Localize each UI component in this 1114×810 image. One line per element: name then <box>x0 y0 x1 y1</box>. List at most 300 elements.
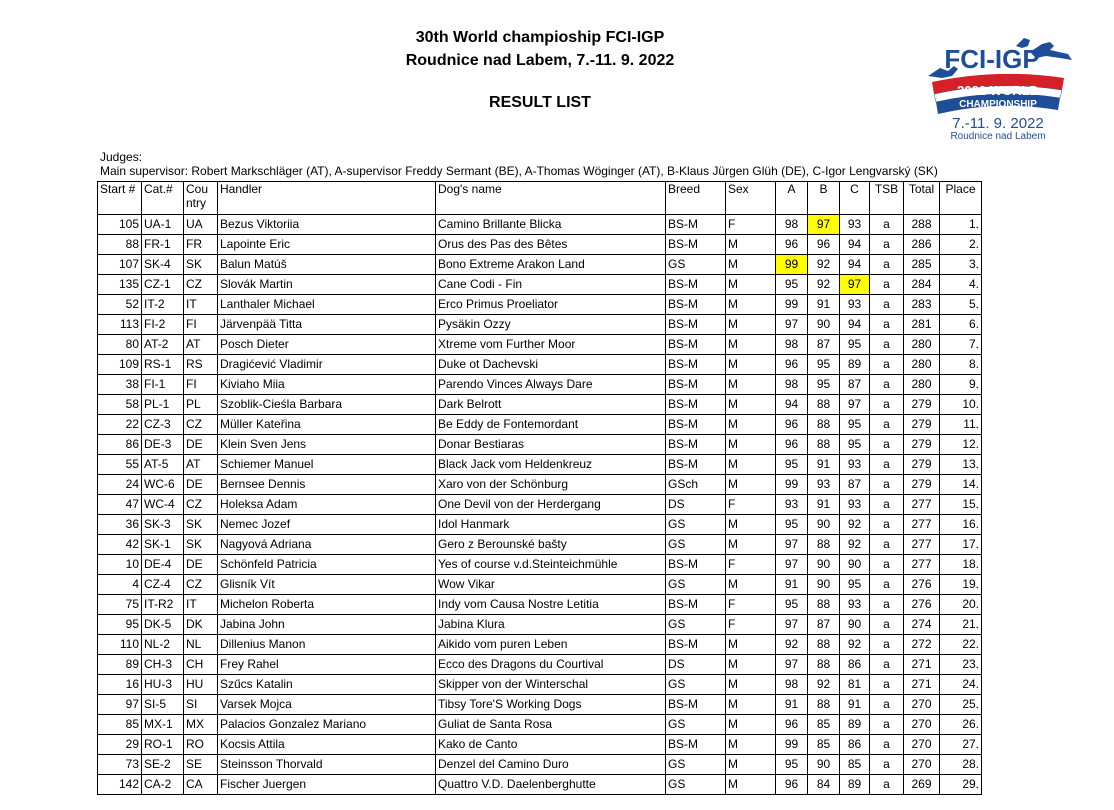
score-c-cell: 87 <box>840 375 870 395</box>
cat-cell: HU-3 <box>142 675 184 695</box>
score-c-cell: 95 <box>840 575 870 595</box>
table-row <box>98 515 982 535</box>
handler-cell: Szoblik-Cieśla Barbara <box>218 395 436 415</box>
cat-cell: NL-2 <box>142 635 184 655</box>
score-c-cell: 81 <box>840 675 870 695</box>
score-b-cell: 90 <box>808 755 840 775</box>
cat-cell: FI-2 <box>142 315 184 335</box>
country-cell: SK <box>184 535 218 555</box>
sex-cell: M <box>726 315 776 335</box>
table-row <box>98 575 982 595</box>
score-a-cell: 98 <box>776 335 808 355</box>
start-cell: 135 <box>98 275 142 295</box>
total-cell: 276 <box>904 595 940 615</box>
score-b-cell: 87 <box>808 335 840 355</box>
score-c-cell: 92 <box>840 515 870 535</box>
svg-text:CHAMPIONSHIP: CHAMPIONSHIP <box>959 99 1037 110</box>
handler-cell: Varsek Mojca <box>218 695 436 715</box>
total-cell: 279 <box>904 455 940 475</box>
header-country: Cou ntry <box>184 182 218 215</box>
place-cell: 24. <box>940 675 982 695</box>
sex-cell: M <box>726 695 776 715</box>
svg-text:2022 WORLD: 2022 WORLD <box>957 83 1039 98</box>
dog-name-cell: Denzel del Camino Duro <box>436 755 666 775</box>
place-cell: 9. <box>940 375 982 395</box>
cat-cell: SK-3 <box>142 515 184 535</box>
header-place: Place <box>940 182 982 215</box>
title-line-1: 30th World champioship FCI-IGP <box>415 29 665 46</box>
country-cell: CA <box>184 775 218 795</box>
cat-cell: AT-5 <box>142 455 184 475</box>
sex-cell: M <box>726 475 776 495</box>
title-line-2: Roudnice nad Labem, 7.-11. 9. 2022 <box>405 52 675 69</box>
place-cell: 28. <box>940 755 982 775</box>
country-cell: DE <box>184 475 218 495</box>
tsb-cell: a <box>870 475 904 495</box>
score-b-cell: 95 <box>808 375 840 395</box>
place-cell: 4. <box>940 275 982 295</box>
score-a-cell: 99 <box>776 295 808 315</box>
sex-cell: F <box>726 495 776 515</box>
tsb-cell: a <box>870 575 904 595</box>
dog-name-cell: Bono Extreme Arakon Land <box>436 255 666 275</box>
start-cell: 55 <box>98 455 142 475</box>
country-cell: HU <box>184 675 218 695</box>
country-cell: CH <box>184 655 218 675</box>
table-row <box>98 755 982 775</box>
place-cell: 10. <box>940 395 982 415</box>
table-row <box>98 395 982 415</box>
table-row <box>98 235 982 255</box>
handler-cell: Klein Sven Jens <box>218 435 436 455</box>
dog-name-cell: Guliat de Santa Rosa <box>436 715 666 735</box>
tsb-cell: a <box>870 255 904 275</box>
total-cell: 281 <box>904 315 940 335</box>
cat-cell: SI-5 <box>142 695 184 715</box>
sex-cell: M <box>726 735 776 755</box>
breed-cell: GS <box>666 515 726 535</box>
country-cell: RS <box>184 355 218 375</box>
score-a-cell: 95 <box>776 515 808 535</box>
tsb-cell: a <box>870 275 904 295</box>
start-cell: 36 <box>98 515 142 535</box>
dog-name-cell: Erco Primus Proeliator <box>436 295 666 315</box>
country-cell: RO <box>184 735 218 755</box>
breed-cell: BS-M <box>666 595 726 615</box>
svg-text:FCI-IGP: FCI-IGP <box>944 44 1040 74</box>
breed-cell: BS-M <box>666 315 726 335</box>
handler-cell: Nagyová Adriana <box>218 535 436 555</box>
score-a-cell: 95 <box>776 455 808 475</box>
score-a-cell: 95 <box>776 275 808 295</box>
sex-cell: M <box>726 375 776 395</box>
sex-cell: M <box>726 755 776 775</box>
start-cell: 47 <box>98 495 142 515</box>
start-cell: 105 <box>98 215 142 235</box>
place-cell: 17. <box>940 535 982 555</box>
table-row <box>98 315 982 335</box>
place-cell: 12. <box>940 435 982 455</box>
score-b-cell: 91 <box>808 495 840 515</box>
dog-name-cell: Donar Bestiaras <box>436 435 666 455</box>
place-cell: 27. <box>940 735 982 755</box>
result-table <box>97 181 982 795</box>
breed-cell: BS-M <box>666 295 726 315</box>
total-cell: 279 <box>904 475 940 495</box>
place-cell: 1. <box>940 215 982 235</box>
handler-cell: Bezus Viktoriia <box>218 215 436 235</box>
dog-name-cell: Quattro V.D. Daelenberghutte <box>436 775 666 795</box>
country-cell: CZ <box>184 575 218 595</box>
country-cell: DK <box>184 615 218 635</box>
breed-cell: BS-M <box>666 355 726 375</box>
score-b-cell: 92 <box>808 675 840 695</box>
start-cell: 22 <box>98 415 142 435</box>
total-cell: 288 <box>904 215 940 235</box>
total-cell: 279 <box>904 415 940 435</box>
score-a-cell: 99 <box>776 255 808 275</box>
score-b-cell: 87 <box>808 615 840 635</box>
breed-cell: GS <box>666 535 726 555</box>
country-cell: FR <box>184 235 218 255</box>
tsb-cell: a <box>870 295 904 315</box>
tsb-cell: a <box>870 655 904 675</box>
score-b-cell: 85 <box>808 715 840 735</box>
cat-cell: CZ-1 <box>142 275 184 295</box>
place-cell: 14. <box>940 475 982 495</box>
score-b-cell: 90 <box>808 315 840 335</box>
score-a-cell: 97 <box>776 315 808 335</box>
place-cell: 29. <box>940 775 982 795</box>
country-cell: FI <box>184 315 218 335</box>
breed-cell: GS <box>666 715 726 735</box>
sex-cell: M <box>726 395 776 415</box>
start-cell: 107 <box>98 255 142 275</box>
dog-name-cell: Be Eddy de Fontemordant <box>436 415 666 435</box>
breed-cell: BS-M <box>666 415 726 435</box>
header-cat: Cat.# <box>142 182 184 215</box>
tsb-cell: a <box>870 375 904 395</box>
score-a-cell: 96 <box>776 235 808 255</box>
dog-name-cell: Tibsy Tore'S Working Dogs <box>436 695 666 715</box>
dog-name-cell: One Devil von der Herdergang <box>436 495 666 515</box>
total-cell: 280 <box>904 335 940 355</box>
start-cell: 16 <box>98 675 142 695</box>
breed-cell: BS-M <box>666 395 726 415</box>
score-b-cell: 90 <box>808 515 840 535</box>
header-sex: Sex <box>726 182 776 215</box>
score-c-cell: 85 <box>840 755 870 775</box>
handler-cell: Kiviaho Miia <box>218 375 436 395</box>
dog-name-cell: Parendo Vinces Always Dare <box>436 375 666 395</box>
country-cell: DE <box>184 435 218 455</box>
header-breed: Breed <box>666 182 726 215</box>
cat-cell: SK-1 <box>142 535 184 555</box>
score-a-cell: 96 <box>776 355 808 375</box>
sex-cell: M <box>726 235 776 255</box>
total-cell: 270 <box>904 735 940 755</box>
place-cell: 3. <box>940 255 982 275</box>
start-cell: 10 <box>98 555 142 575</box>
handler-cell: Müller Kateřina <box>218 415 436 435</box>
sex-cell: M <box>726 635 776 655</box>
score-a-cell: 96 <box>776 715 808 735</box>
start-cell: 58 <box>98 395 142 415</box>
score-a-cell: 96 <box>776 415 808 435</box>
breed-cell: GS <box>666 615 726 635</box>
country-cell: SK <box>184 255 218 275</box>
breed-cell: BS-M <box>666 435 726 455</box>
start-cell: 88 <box>98 235 142 255</box>
total-cell: 270 <box>904 695 940 715</box>
cat-cell: RS-1 <box>142 355 184 375</box>
cat-cell: WC-6 <box>142 475 184 495</box>
header-c: C <box>840 182 870 215</box>
table-row <box>98 275 982 295</box>
dog-name-cell: Orus des Pas des Bêtes <box>436 235 666 255</box>
cat-cell: WC-4 <box>142 495 184 515</box>
sex-cell: M <box>726 435 776 455</box>
header-tsb: TSB <box>870 182 904 215</box>
cat-cell: DE-3 <box>142 435 184 455</box>
tsb-cell: a <box>870 215 904 235</box>
table-row <box>98 595 982 615</box>
score-c-cell: 86 <box>840 655 870 675</box>
dog-name-cell: Indy vom Causa Nostre Letitia <box>436 595 666 615</box>
score-b-cell: 88 <box>808 595 840 615</box>
tsb-cell: a <box>870 595 904 615</box>
dog-name-cell: Ecco des Dragons du Courtival <box>436 655 666 675</box>
handler-cell: Posch Dieter <box>218 335 436 355</box>
place-cell: 18. <box>940 555 982 575</box>
breed-cell: BS-M <box>666 375 726 395</box>
breed-cell: BS-M <box>666 275 726 295</box>
place-cell: 11. <box>940 415 982 435</box>
sex-cell: M <box>726 575 776 595</box>
handler-cell: Glisník Vít <box>218 575 436 595</box>
table-row <box>98 615 982 635</box>
breed-cell: DS <box>666 655 726 675</box>
judges-label: Judges: <box>100 150 143 164</box>
score-b-cell: 92 <box>808 275 840 295</box>
start-cell: 75 <box>98 595 142 615</box>
tsb-cell: a <box>870 555 904 575</box>
country-cell: SI <box>184 695 218 715</box>
total-cell: 274 <box>904 615 940 635</box>
score-a-cell: 99 <box>776 475 808 495</box>
score-a-cell: 97 <box>776 555 808 575</box>
tsb-cell: a <box>870 315 904 335</box>
sex-cell: M <box>726 715 776 735</box>
place-cell: 26. <box>940 715 982 735</box>
dog-name-cell: Yes of course v.d.Steinteichmühle <box>436 555 666 575</box>
table-row <box>98 215 982 235</box>
handler-cell: Michelon Roberta <box>218 595 436 615</box>
tsb-cell: a <box>870 515 904 535</box>
cat-cell: MX-1 <box>142 715 184 735</box>
breed-cell: GS <box>666 775 726 795</box>
breed-cell: GS <box>666 575 726 595</box>
handler-cell: Jabina John <box>218 615 436 635</box>
score-c-cell: 89 <box>840 775 870 795</box>
country-cell: CZ <box>184 415 218 435</box>
sex-cell: M <box>726 675 776 695</box>
dog-name-cell: Pysäkin Ozzy <box>436 315 666 335</box>
score-c-cell: 95 <box>840 335 870 355</box>
tsb-cell: a <box>870 435 904 455</box>
score-c-cell: 87 <box>840 475 870 495</box>
handler-cell: Kocsis Attila <box>218 735 436 755</box>
handler-cell: Steinsson Thorvald <box>218 755 436 775</box>
table-row <box>98 475 982 495</box>
dog-name-cell: Gero z Berounské bašty <box>436 535 666 555</box>
start-cell: 29 <box>98 735 142 755</box>
total-cell: 280 <box>904 375 940 395</box>
place-cell: 23. <box>940 655 982 675</box>
dog-name-cell: Skipper von der Winterschal <box>436 675 666 695</box>
score-c-cell: 97 <box>840 275 870 295</box>
handler-cell: Nemec Jozef <box>218 515 436 535</box>
svg-text:7.-11. 9. 2022: 7.-11. 9. 2022 <box>952 115 1044 132</box>
breed-cell: GS <box>666 675 726 695</box>
score-c-cell: 89 <box>840 715 870 735</box>
sex-cell: M <box>726 355 776 375</box>
dog-name-cell: Duke ot Dachevski <box>436 355 666 375</box>
start-cell: 142 <box>98 775 142 795</box>
tsb-cell: a <box>870 535 904 555</box>
handler-cell: Slovák Martin <box>218 275 436 295</box>
breed-cell: BS-M <box>666 215 726 235</box>
sex-cell: M <box>726 655 776 675</box>
score-a-cell: 91 <box>776 575 808 595</box>
score-a-cell: 98 <box>776 375 808 395</box>
country-cell: CZ <box>184 495 218 515</box>
breed-cell: BS-M <box>666 735 726 755</box>
score-a-cell: 98 <box>776 675 808 695</box>
table-row <box>98 495 982 515</box>
total-cell: 286 <box>904 235 940 255</box>
sex-cell: F <box>726 555 776 575</box>
score-c-cell: 95 <box>840 435 870 455</box>
fci-igp-logo <box>918 38 1078 143</box>
dog-name-cell: Dark Belrott <box>436 395 666 415</box>
score-b-cell: 88 <box>808 415 840 435</box>
score-c-cell: 93 <box>840 595 870 615</box>
country-cell: NL <box>184 635 218 655</box>
tsb-cell: a <box>870 775 904 795</box>
score-c-cell: 94 <box>840 255 870 275</box>
cat-cell: PL-1 <box>142 395 184 415</box>
cat-cell: UA-1 <box>142 215 184 235</box>
total-cell: 272 <box>904 635 940 655</box>
score-c-cell: 92 <box>840 535 870 555</box>
score-c-cell: 92 <box>840 635 870 655</box>
sex-cell: M <box>726 535 776 555</box>
score-a-cell: 95 <box>776 755 808 775</box>
score-b-cell: 88 <box>808 655 840 675</box>
score-c-cell: 90 <box>840 615 870 635</box>
total-cell: 276 <box>904 575 940 595</box>
score-c-cell: 91 <box>840 695 870 715</box>
score-b-cell: 90 <box>808 555 840 575</box>
handler-cell: Bernsee Dennis <box>218 475 436 495</box>
place-cell: 21. <box>940 615 982 635</box>
sex-cell: F <box>726 615 776 635</box>
handler-cell: Järvenpää Titta <box>218 315 436 335</box>
total-cell: 277 <box>904 495 940 515</box>
table-row <box>98 455 982 475</box>
handler-cell: Dillenius Manon <box>218 635 436 655</box>
score-c-cell: 94 <box>840 235 870 255</box>
country-cell: CZ <box>184 275 218 295</box>
table-row <box>98 535 982 555</box>
score-b-cell: 93 <box>808 475 840 495</box>
header-b: B <box>808 182 840 215</box>
score-b-cell: 95 <box>808 355 840 375</box>
result-list-heading: RESULT LIST <box>489 94 591 111</box>
score-b-cell: 92 <box>808 255 840 275</box>
place-cell: 7. <box>940 335 982 355</box>
country-cell: IT <box>184 595 218 615</box>
total-cell: 277 <box>904 535 940 555</box>
country-cell: SE <box>184 755 218 775</box>
score-a-cell: 94 <box>776 395 808 415</box>
total-cell: 270 <box>904 715 940 735</box>
score-b-cell: 91 <box>808 295 840 315</box>
breed-cell: GS <box>666 255 726 275</box>
table-header-row <box>98 182 982 215</box>
sex-cell: M <box>726 775 776 795</box>
handler-cell: Frey Rahel <box>218 655 436 675</box>
sex-cell: M <box>726 275 776 295</box>
tsb-cell: a <box>870 335 904 355</box>
total-cell: 277 <box>904 515 940 535</box>
country-cell: IT <box>184 295 218 315</box>
sex-cell: M <box>726 295 776 315</box>
table-row <box>98 375 982 395</box>
dog-name-cell: Xtreme vom Further Moor <box>436 335 666 355</box>
handler-cell: Palacios Gonzalez Mariano <box>218 715 436 735</box>
sex-cell: M <box>726 415 776 435</box>
sex-cell: M <box>726 255 776 275</box>
cat-cell: IT-2 <box>142 295 184 315</box>
handler-cell: Lanthaler Michael <box>218 295 436 315</box>
start-cell: 97 <box>98 695 142 715</box>
total-cell: 270 <box>904 755 940 775</box>
table-row <box>98 355 982 375</box>
place-cell: 8. <box>940 355 982 375</box>
start-cell: 89 <box>98 655 142 675</box>
start-cell: 24 <box>98 475 142 495</box>
cat-cell: IT-R2 <box>142 595 184 615</box>
country-cell: SK <box>184 515 218 535</box>
start-cell: 42 <box>98 535 142 555</box>
tsb-cell: a <box>870 415 904 435</box>
table-row <box>98 735 982 755</box>
place-cell: 20. <box>940 595 982 615</box>
header-handler: Handler <box>218 182 436 215</box>
handler-cell: Schönfeld Patricia <box>218 555 436 575</box>
place-cell: 19. <box>940 575 982 595</box>
handler-cell: Lapointe Eric <box>218 235 436 255</box>
country-cell: PL <box>184 395 218 415</box>
breed-cell: BS-M <box>666 635 726 655</box>
sex-cell: M <box>726 335 776 355</box>
score-a-cell: 93 <box>776 495 808 515</box>
dog-name-cell: Idol Hanmark <box>436 515 666 535</box>
table-row <box>98 415 982 435</box>
score-b-cell: 90 <box>808 575 840 595</box>
